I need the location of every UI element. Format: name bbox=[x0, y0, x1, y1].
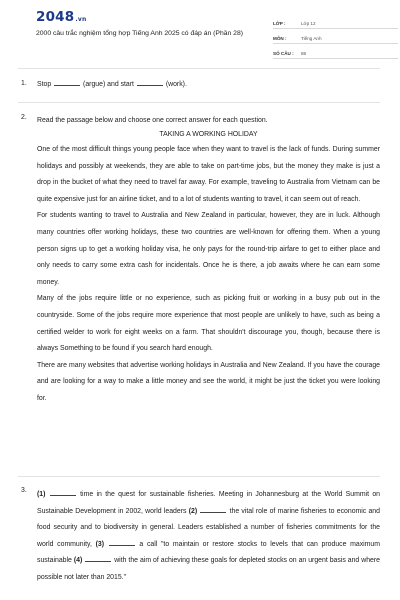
meta-row-subject bbox=[273, 29, 398, 44]
question-1 bbox=[18, 80, 380, 88]
cloze-text: a call "to maintain or restore stocks to levels that can produce maximum sustainable bbox=[37, 540, 380, 565]
question-body bbox=[37, 114, 380, 408]
divider bbox=[18, 476, 380, 477]
meta-value: 88 bbox=[301, 51, 307, 56]
question-body bbox=[37, 487, 380, 587]
cloze-text: with the aim of achieving these goals for depleted stocks on an urgent basis and where possible not later than 2015." bbox=[37, 557, 380, 581]
blank-marker: (2) bbox=[188, 507, 198, 515]
blank-marker: (4) bbox=[73, 557, 83, 565]
question-text: (work). bbox=[165, 81, 187, 88]
question-number: 1. bbox=[21, 80, 27, 87]
passage-paragraph: There are many websites that advertise working holidays in Australia and New Zealand. If you have the courage and are looking for a way to make a little money and see the world, it might be just the ticket you were looking for. bbox=[37, 361, 380, 402]
answer-blank[interactable] bbox=[85, 556, 111, 562]
blank-marker: (1) bbox=[37, 491, 46, 498]
logo-suffix: .vn bbox=[75, 16, 87, 23]
blank-marker: (3) bbox=[95, 540, 105, 548]
meta-row-count bbox=[273, 44, 398, 59]
answer-blank[interactable] bbox=[137, 80, 163, 86]
answer-blank[interactable] bbox=[54, 80, 80, 86]
meta-value: Tiếng Anh bbox=[301, 36, 322, 41]
question-number: 2. bbox=[21, 114, 27, 121]
divider bbox=[18, 68, 380, 69]
page-header bbox=[18, 0, 380, 66]
answer-blank[interactable] bbox=[200, 507, 226, 513]
question-body bbox=[37, 80, 380, 88]
site-logo[interactable] bbox=[36, 9, 86, 25]
meta-label: LỚP : bbox=[273, 21, 286, 26]
meta-row-class bbox=[273, 14, 398, 29]
meta-value: Lớp 12 bbox=[301, 21, 316, 26]
divider bbox=[18, 102, 380, 103]
passage-paragraph: For students wanting to travel to Australia and New Zealand in particular, however, they are in luck. Although many countries offer working holidays, these two countries are well-known for offering them. When a young person signs up to get a working holiday visa, he only pays for the round-trip airfare to get to either place and only needs to carry some extra cash for incidentals. Once he is there, a job awaits where he can earn some money. bbox=[37, 212, 380, 286]
question-2 bbox=[18, 114, 380, 408]
question-text: Stop bbox=[37, 81, 52, 88]
passage-paragraph: Many of the jobs require little or no experience, such as picking fruit or working in a busy pub out in the countryside. Some of the jobs require more experience that most people are unlikely to have, such as being a certified welder to work for eight weeks on a farm. That shouldn't discourage you, though, because there is always Something to be found if you search hard enough. bbox=[37, 295, 380, 353]
cloze-text: time in the quest for sustainable fisheries. Meeting in Johannesburg at the World Summit on Sustainable Development in 2002, world leaders bbox=[37, 491, 381, 515]
question-instruction: Read the passage below and choose one correct answer for each question. bbox=[37, 117, 268, 124]
document-title: 2000 câu trắc nghiệm tổng hợp Tiếng Anh 2025 có đáp án (Phần 28) bbox=[36, 30, 244, 37]
cloze-text: the vital role of marine fisheries to economic and food security and to biodiversity in general. Leaders established a number of fisheries commitments for the world community, bbox=[37, 507, 380, 548]
passage-title: TAKING A WORKING HOLIDAY bbox=[159, 131, 258, 138]
logo-text: 2048 bbox=[36, 9, 75, 25]
question-3 bbox=[18, 487, 380, 587]
passage-paragraph: One of the most difficult things young people face when they want to travel is the lack of funds. During summer holidays and possibly at weekends, they are able to take on part-time jobs, but the money they make is just a drop in the bucket of what they need to travel far away. For example, traveling to Australia from Vietnam can be quite expensive just for an airline ticket, and to a lot of students wanting to travel, it can seem out of reach. bbox=[37, 146, 380, 203]
answer-blank[interactable] bbox=[50, 490, 76, 496]
meta-info-box bbox=[273, 14, 398, 59]
meta-label: SỐ CÂU : bbox=[273, 51, 294, 56]
question-number: 3. bbox=[21, 487, 27, 494]
question-text: (argue) and start bbox=[83, 81, 134, 88]
meta-label: MÔN : bbox=[273, 36, 287, 41]
answer-blank[interactable] bbox=[109, 540, 135, 546]
cloze-paragraph bbox=[37, 487, 380, 587]
